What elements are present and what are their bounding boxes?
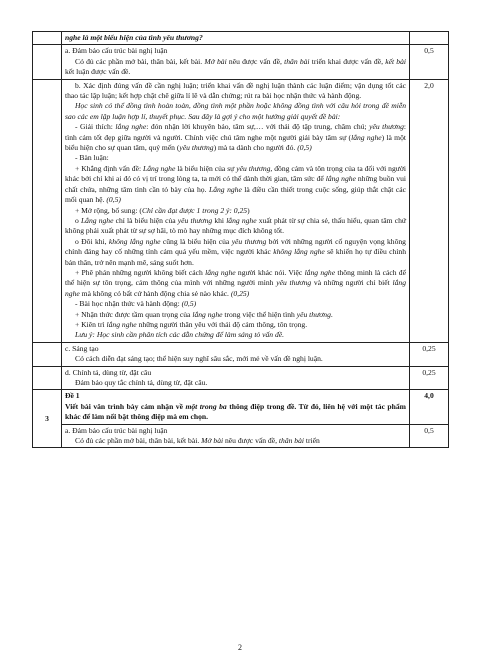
criterion-note: Học sinh có thể đồng tình hoàn toàn, đồng tình một phần hoặc không đồng tình với câu hỏi trong đề miễn sao các em lập luận hợp lí, thuyết phục. Sau đây là gợi ý cho một hướng giải quyết đề bài:	[65, 101, 406, 121]
explain-paragraph: - Giải thích: lắng nghe: đón nhận lời khuyên bảo, tâm sự,… với thái độ tập trung, chăm chú; yêu thương: tình cảm tốt đẹp giữa người và người. Chính việc chú tâm nghe một người giải bày tâm sự (lắng nghe) là một biểu hiện cho sự quan tâm, quý mến (yêu thương) mà ta dành cho người đó. (0,5)	[65, 122, 406, 153]
criterion-a	[62, 45, 410, 79]
table-row	[33, 32, 449, 45]
table-row	[33, 390, 449, 424]
question-number-cell	[33, 366, 62, 390]
score-cell: 0,25	[410, 366, 449, 390]
score-cell: 0,5	[410, 424, 449, 448]
score-cell	[410, 32, 449, 45]
criterion-text: Có cách diễn đạt sáng tạo; thể hiện suy nghĩ sâu sắc, mới mẻ về vấn đề nghị luận.	[75, 354, 323, 364]
question-prompt-tail: nghe là một biểu hiện của tình yêu thương?	[62, 32, 410, 45]
score-cell: 0,25	[410, 342, 449, 366]
criterion-text: Có đủ các phần mở bài, thân bài, kết bài. Mở bài nêu được vấn đề, thân bài triển khai được vấn đề, kết bài kết luận được vấn đề.	[65, 56, 406, 77]
table-row	[33, 79, 449, 342]
expand-point-2: o Đôi khi, không lắng nghe cũng là biểu hiện của yêu thương bởi với những người cố nguyện vọng không chính đáng hay cố những tính cảm quá yếu mềm, việc người khác không lắng nghe sẽ khiến họ tự điều chỉnh bản thân, trở nên mạnh mẽ, sáng suốt hơn.	[65, 236, 406, 267]
criterion-a	[62, 424, 410, 448]
de-label: Đề 1	[65, 391, 80, 401]
criterion-title: a. Đảm bảo cấu trúc bài nghị luận	[65, 425, 168, 435]
lesson-point-2: + Kiên trì lắng nghe những người thân yêu với thái độ cảm thông, tôn trọng.	[75, 319, 308, 329]
criterion-title: a. Đảm bảo cấu trúc bài nghị luận	[65, 46, 168, 56]
criterion-title: b. Xác định đúng vấn đề cần nghị luận; triển khai vấn đề nghị luận thành các luận điểm; vận dụng tốt các thao tác lập luận; kết hợp chặt chẽ giữa lí lẽ và dẫn chứng; rút ra bài học nhận thức và hành động.	[65, 80, 406, 101]
question-3-prompt	[62, 390, 410, 424]
question-number-cell	[33, 342, 62, 366]
grading-table	[32, 31, 449, 448]
affirm-paragraph: + Khẳng định vấn đề: Lắng nghe là biểu hiện của sự yêu thương, đồng cảm và tôn trọng của ta đối với người khác bởi chỉ khi ai đó có vị trí trong lòng ta, ta mới có thể dành thời gian, tâm sức để lắng nghe những buồn vui chất chứa, những tâm tình cần tỏ bày của họ. Lắng nghe là điều cần thiết trong cuộc sống, giúp thắt chặt các mối quan hệ. (0,5)	[65, 163, 406, 205]
note-text: Lưu ý: Học sinh cần phân tích các dẫn chứng để làm sáng tỏ vấn đề.	[75, 330, 285, 340]
question-text: Viết bài văn trình bày cảm nhận về một trong ba thông điệp trong đề. Từ đó, liên hệ với một tác phẩm khác để làm nổi bật thông điệp mà em chọn.	[65, 401, 406, 422]
score-cell: 2,0	[410, 79, 449, 342]
table-row	[33, 342, 449, 366]
question-number: 3	[33, 390, 62, 448]
criterion-d	[62, 366, 410, 390]
question-number-cell	[33, 45, 62, 79]
page-number: 2	[238, 643, 242, 652]
expand-heading: + Mở rộng, bổ sung: (Chỉ cần đạt được 1 trong 2 ý: 0,25)	[75, 205, 250, 215]
question-number-cell	[33, 32, 62, 45]
score-cell: 0,5	[410, 45, 449, 79]
lesson-point-1: + Nhận thức được tầm quan trọng của lắng nghe trong việc thể hiện tình yêu thương.	[75, 309, 333, 319]
criticize-paragraph: + Phê phán những người không biết cách lắng nghe người khác nói. Việc lắng nghe thông minh là cách để thể hiện sự tôn trọng, cảm thông của mình với những người mình yêu thương và những người chỉ biết lắng nghe mà không có bất cứ hành động chia sẻ nào khác. (0,25)	[65, 267, 406, 298]
criterion-title: c. Sáng tạo	[65, 343, 99, 353]
criterion-b	[62, 79, 410, 342]
score-cell: 4,0	[410, 390, 449, 424]
table-row	[33, 366, 449, 390]
expand-point-1: o Lắng nghe chỉ là biểu hiện của yêu thương khi lắng nghe xuất phát từ sự chia sẻ, thấu hiểu, quan tâm chứ không phải xuất phát từ sự sợ hãi, tò mò hay những mục đích không tốt.	[65, 215, 406, 236]
criterion-text: Đảm bảo quy tắc chính tả, dùng từ, đặt câu.	[75, 378, 208, 387]
question-number-cell	[33, 79, 62, 342]
table-row	[33, 424, 449, 448]
criterion-c	[62, 342, 410, 366]
criterion-text: Có đủ các phần mở bài, thân bài, kết bài. Mở bài nêu được vấn đề, thân bài triển	[75, 436, 320, 446]
discussion-heading: - Bàn luận:	[75, 153, 109, 163]
table-row	[33, 45, 449, 79]
lesson-heading: - Bài học nhận thức và hành động: (0,5)	[75, 299, 197, 309]
criterion-title: d. Chính tả, dùng từ, đặt câu	[65, 367, 152, 377]
